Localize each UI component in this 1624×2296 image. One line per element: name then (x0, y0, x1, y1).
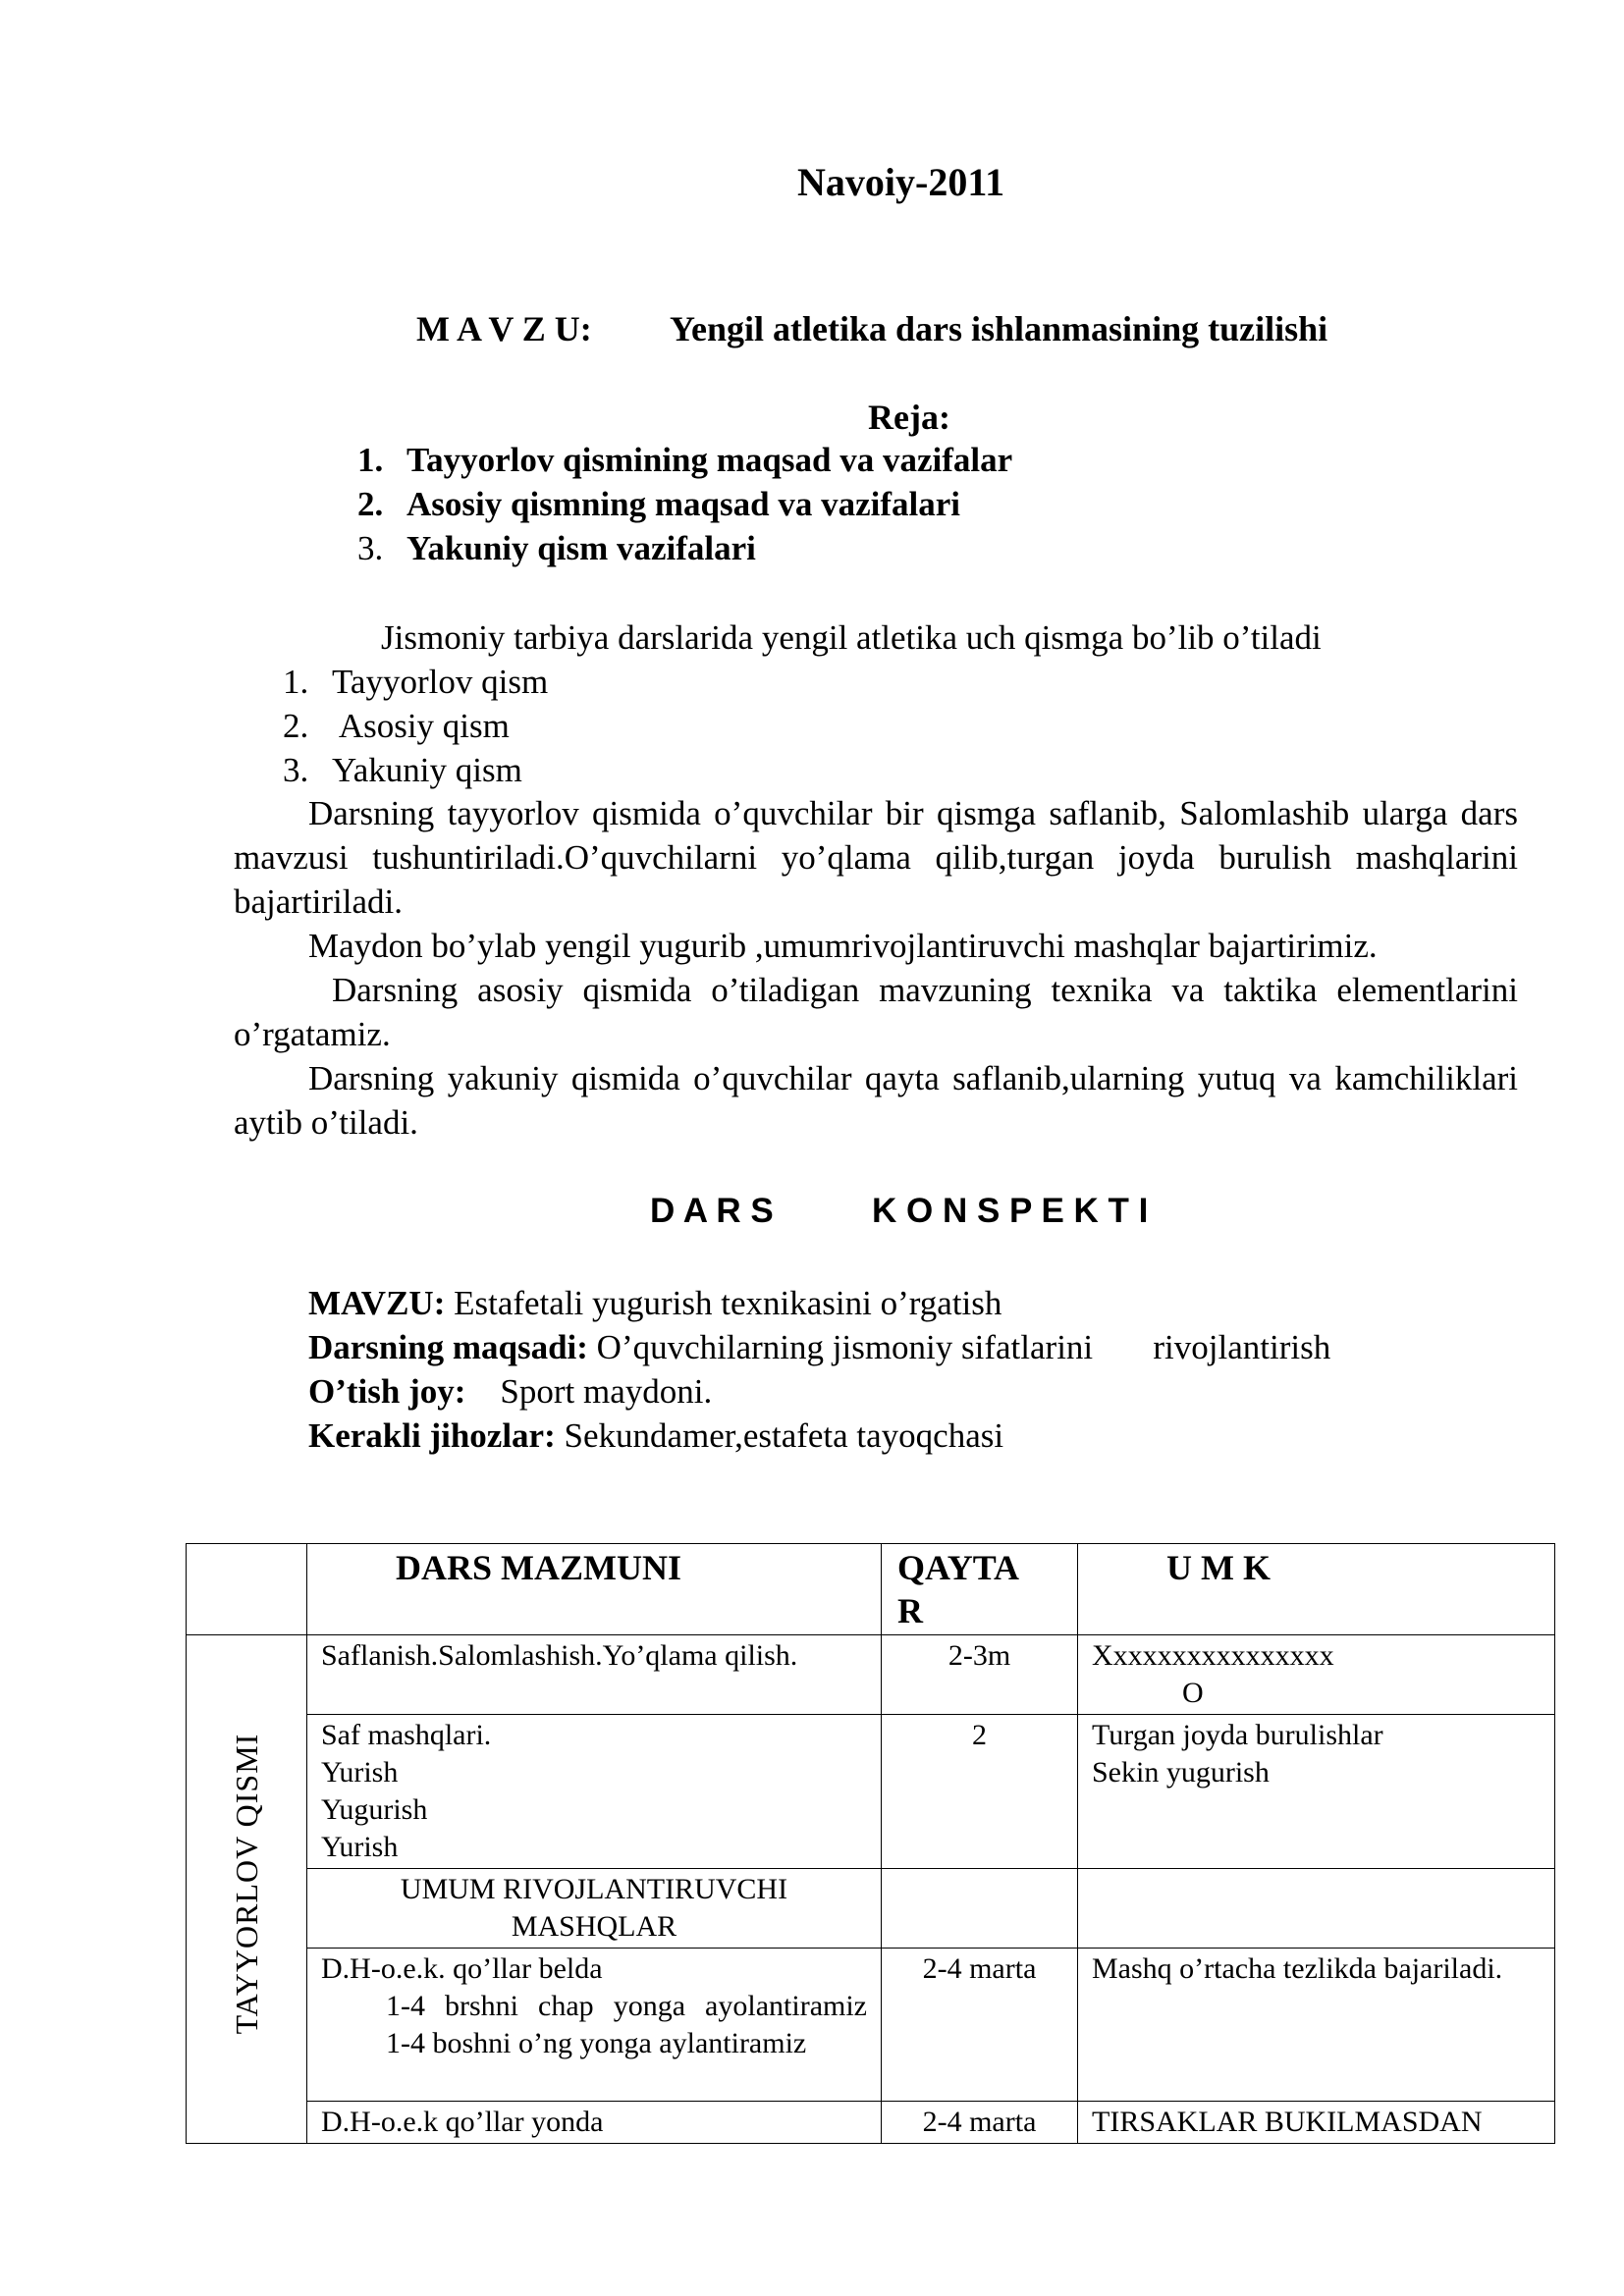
content-line: Saf mashqlari. (321, 1719, 492, 1751)
table-cell-content: D.H-o.e.k qo’llar yonda (307, 2102, 882, 2144)
part-item: 2. Asosiy qism (283, 707, 510, 745)
part-item: 3. Yakuniy qism (283, 751, 522, 789)
lesson-table (186, 1543, 1555, 2144)
topic-text: Yengil atletika dars ishlanmasining tuzilishi (670, 309, 1328, 348)
umk-line: Turgan joyda burulishlar (1092, 1719, 1383, 1751)
section-label: TAYYORLOV QISMI (229, 1733, 264, 2034)
part-item-text: Asosiy qism (332, 707, 510, 745)
table-cell-content (307, 1949, 882, 2102)
umk-line: Xxxxxxxxxxxxxxxx (1092, 1639, 1334, 1672)
content-line: UMUM RIVOJLANTIRUVCHI (400, 1873, 788, 1905)
table-row (187, 1949, 1555, 2102)
plan-item: 3. Yakuniy qism vazifalari (357, 529, 756, 567)
field-key: Darsning maqsadi: (308, 1328, 588, 1366)
table-header-row (187, 1544, 1555, 1635)
konspekt-heading-right: K O N S P E K T I (872, 1192, 1149, 1230)
table-row (187, 2102, 1555, 2144)
paragraph: Darsning yakuniy qismida o’quvchilar qayta saflanib,ularning yutuq va kamchiliklari aytib o’tiladi. (234, 1059, 1518, 1142)
intro-lead: Jismoniy tarbiya darslarida yengil atletika uch qismga bo’lib o’tiladi (381, 618, 1322, 657)
plan-item-text: Asosiy qismning maqsad va vazifalari (406, 485, 960, 523)
paragraph: Maydon bo’ylab yengil yugurib ,umumrivojlantiruvchi mashqlar bajartirimiz. (308, 927, 1378, 965)
table-header-repeat-line: QAYTA (897, 1548, 1020, 1587)
field-value: Estafetali yugurish texnikasini o’rgatish (445, 1284, 1002, 1322)
table-header-content: DARS MAZMUNI (307, 1544, 882, 1635)
table-cell-umk (1078, 1635, 1555, 1715)
table-row (187, 1715, 1555, 1869)
plan-list (357, 438, 1012, 570)
table-cell-content (307, 1715, 882, 1869)
content-line: Yurish (321, 1756, 399, 1789)
document-title: Navoiy-2011 (797, 160, 1005, 204)
table-header-umk: U M K (1078, 1544, 1555, 1635)
field-jihozlar (308, 1414, 1003, 1458)
field-value: O’quvchilarning jismoniy sifatlarini rivojlantirish (587, 1328, 1331, 1366)
section-label-cell (187, 1635, 307, 2144)
field-value: Sekundamer,estafeta tayoqchasi (555, 1416, 1004, 1455)
field-maqsad (308, 1325, 1330, 1369)
parts-list (283, 660, 548, 792)
content-line: MASHQLAR (511, 1910, 677, 1943)
content-line: Yurish (321, 1831, 399, 1863)
content-line: 1-4 brshni chap yonga ayolantiramiz (386, 1990, 867, 2022)
table-row (187, 1635, 1555, 1715)
content-line: 1-4 boshni o’ng yonga aylantiramiz (386, 2027, 807, 2059)
field-value: Sport maydoni. (465, 1372, 713, 1411)
paragraph: Darsning tayyorlov qismida o’quvchilar bir qismga saflanib, Salomlashib ularga dars mavzusi tushuntiriladi.O’quvchilarni yo’qlama qilib,turgan joyda burulish mashqlarini bajartiriladi. (234, 794, 1518, 921)
table-cell-umk: Mashq o’rtacha tezlikda bajariladi. (1078, 1949, 1555, 2102)
field-key: MAVZU: (308, 1284, 446, 1322)
umk-line: O (1182, 1677, 1204, 1709)
plan-heading: Reja: (868, 398, 950, 437)
umk-line: Sekin yugurish (1092, 1756, 1270, 1789)
content-line: D.H-o.e.k. qo’llar belda (321, 1952, 603, 1985)
table-header-empty (187, 1544, 307, 1635)
field-mavzu (308, 1281, 1001, 1325)
table-header-repeat (882, 1544, 1078, 1635)
table-cell-umk (1078, 1869, 1555, 1949)
plan-item-text: Tayyorlov qismining maqsad va vazifalar (406, 441, 1013, 479)
table-cell-repeat (882, 1869, 1078, 1949)
table-cell-repeat: 2-3m (882, 1635, 1078, 1715)
table-cell-repeat: 2-4 marta (882, 1949, 1078, 2102)
plan-item-text: Yakuniy qism vazifalari (406, 529, 756, 567)
field-key: Kerakli jihozlar: (308, 1416, 556, 1455)
table-cell-umk (1078, 1715, 1555, 1869)
field-joy (308, 1369, 712, 1414)
table-cell-content (307, 1869, 882, 1949)
table-cell-repeat: 2 (882, 1715, 1078, 1869)
part-item-text: Yakuniy qism (332, 751, 522, 789)
paragraph: Darsning asosiy qismida o’tiladigan mavzuning texnika va taktika elementlarini o’rgatamiz. (234, 971, 1518, 1053)
konspekt-heading-left: D A R S (650, 1192, 774, 1230)
table-cell-content: Saflanish.Salomlashish.Yo’qlama qilish. (307, 1635, 882, 1715)
content-line: Yugurish (321, 1793, 428, 1826)
table-cell-repeat: 2-4 marta (882, 2102, 1078, 2144)
table-cell-umk: TIRSAKLAR BUKILMASDAN (1078, 2102, 1555, 2144)
part-item: 1. Tayyorlov qism (283, 663, 549, 701)
table-row (187, 1869, 1555, 1949)
part-item-text: Tayyorlov qism (332, 663, 549, 701)
plan-item: 1. Tayyorlov qismining maqsad va vazifalar (357, 441, 1013, 479)
topic-label: M A V Z U: (416, 309, 592, 348)
field-key: O’tish joy: (308, 1372, 466, 1411)
plan-item: 2. Asosiy qismning maqsad va vazifalari (357, 485, 960, 523)
table-header-repeat-line: R (897, 1591, 923, 1630)
